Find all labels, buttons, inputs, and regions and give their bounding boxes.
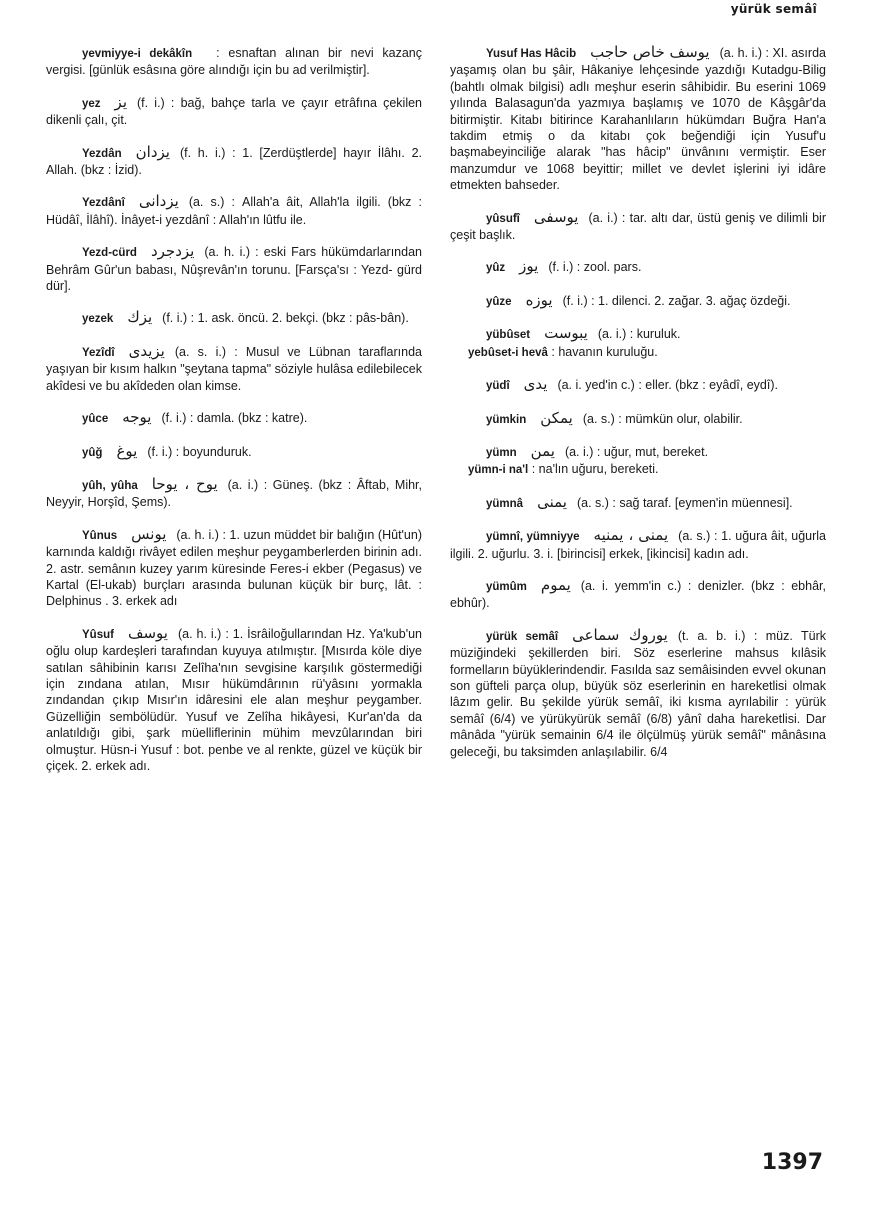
definition: (f. h. i.) : 1. [Zerdüştlerde] hayır İlâhı. 2. Allah. (bkz : İzid). <box>46 145 422 178</box>
dictionary-entry <box>46 343 422 394</box>
dictionary-entry <box>46 44 422 79</box>
dictionary-entry <box>450 627 826 760</box>
headword: yümnî, yümniyye <box>486 531 580 544</box>
headword: yümn <box>486 446 517 459</box>
arabic-script: يوزه <box>525 290 553 309</box>
dictionary-entry <box>46 94 422 129</box>
definition: (f. i.) : damla. (bkz : katre). <box>161 411 308 426</box>
headword: Yezd-cürd <box>82 247 137 260</box>
arabic-script: يونس <box>131 524 167 543</box>
headword: yübûset <box>486 329 531 342</box>
headword: yümnâ <box>486 497 524 510</box>
dictionary-entry <box>46 526 422 610</box>
dictionary-entry <box>450 325 826 361</box>
dictionary-entry <box>450 44 826 194</box>
definition: (a. i.) : uğur, mut, bereket. <box>564 444 709 459</box>
definition: (a. i. yed'in c.) : eller. (bkz : eyâdî, eydî). <box>557 378 778 393</box>
headword: yûce <box>82 413 109 426</box>
left-column <box>46 44 422 789</box>
dictionary-entry <box>46 243 422 294</box>
running-head: yürük semâî <box>730 2 817 16</box>
headword: Yûsuf <box>82 628 114 641</box>
definition: (a. i.) : tar. altı dar, üstü geniş ve dilimli bir çeşit başlık. <box>450 210 826 243</box>
arabic-script: يوسفى <box>533 207 579 226</box>
dictionary-entry <box>46 144 422 179</box>
definition: (f. i.) : 1. dilenci. 2. zağar. 3. ağaç özdeği. <box>562 293 791 308</box>
arabic-script: يزيدى <box>128 341 165 360</box>
arabic-script: يوح ، يوحا <box>151 474 218 493</box>
arabic-script: يزدجرد <box>150 242 195 261</box>
definition: (f. i.) : 1. ask. öncü. 2. bekçi. (bkz : pâs-bân). <box>162 311 409 326</box>
definition: (f. i.) : bağ, bahçe tarla ve çayır etrâfına çekilen dikenli çalı, çit. <box>46 95 422 128</box>
sub-definition: : havanın kuruluğu. <box>551 344 658 359</box>
arabic-script: يمكن <box>540 408 573 427</box>
headword: yûz <box>486 262 506 275</box>
definition: : esnaftan alınan bir nevi kazanç vergisi. [günlük esâsına göre alındığı için bu ad verilmiştir]. <box>46 46 422 78</box>
dictionary-entry <box>450 376 826 394</box>
dictionary-entry <box>46 193 422 228</box>
dictionary-entry <box>46 476 422 511</box>
arabic-script: يوسف خاص حاجب <box>590 43 710 61</box>
definition: (t. a. b. i.) : müz. Türk müziğindeki şekillerden biri. Söz eserlerine mahsus kılâsik formelların büyüklerindendir. Fasılda saz semâisinden evvel okunan son güfteli parça olup, büyük söz eserlerinin en hareketlisi olmak lâzım gelir. Bu şekilde yürük semâî, iki kısma ayrılabilir : yürük semâî (6/4) ve yürükyürük semâî (6/8) yânî daha hareketlisi. Dar mânâda "yürük semainin 6/4 ile ölçülmüş yürük semâî" mânâsına geleceği, bu taksimden anlaşılabilir. 6/4 <box>450 628 826 759</box>
definition: (a. s.) : 1. uğura âit, uğurla ilgili. 2. uğurlu. 3. i. [birincisi] erkek, [ikincisi] kadın adı. <box>450 529 827 561</box>
dictionary-entry <box>46 409 422 427</box>
definition: (a. h. i.) : 1. İsrâiloğullarından Hz. Ya'kub'un oğlu olup kardeşleri tarafından kuyuya atılmıştır. [Mısırda köle diye satılan sâhibinin karısı Zelîha'nın sevgisine karşılık göstermediği için zındana atılan, Mısır hükümdârının rü'yâsını yormakla zındandan çıkıp Mısır'ın idâresini ele alan meşhur peygamber. Güzelliğin sembölüdür. Yusuf ve Zelîha hikâyesi, Kur'an'da da anlatıldığı gibi, şark müelliflerinin mühim mevzûlarından biri olmuştur. Hüsn-i Yusuf : bot. penbe ve al renkte, güzel ve küçük bir çiçek. 2. erkek adı. <box>46 626 422 773</box>
definition: (a. s. i.) : Musul ve Lübnan taraflarında yaşıyan bir kısım halkın "şeytana tapma" söziyle hulâsa edilebilecek akîdesi ve bu akîdeden olan kimse. <box>46 344 422 393</box>
sub-entry <box>468 344 826 361</box>
dictionary-entry <box>450 410 826 428</box>
headword: yezek <box>82 313 114 326</box>
arabic-script: يوسف <box>127 623 168 642</box>
arabic-script: يوغ <box>116 441 138 460</box>
page-number: 1397 <box>761 1150 823 1175</box>
definition: (a. h. i.) : 1. uzun müddet bir balığın (Hût'un) karnında kaldığı rivâyet edilen meşhur peygamberlerden birinin adı. 2. astr. semânın kuzey yarım küresinde Feres-i ekber (Pegasus) ve Kartal (El-ukab) burçları arasında bulunan küçük bir burç, lât. : Delphinus . 3. erkek adı <box>46 527 422 609</box>
dictionary-entry <box>46 443 422 461</box>
headword: Yûnus <box>82 529 118 542</box>
arabic-script: يوروك سماعى <box>572 625 668 644</box>
dictionary-entry <box>450 209 826 244</box>
headword: yûze <box>486 295 512 308</box>
arabic-script: يز <box>114 92 127 111</box>
dictionary-entry <box>450 494 826 512</box>
arabic-script: يزدان <box>135 142 170 161</box>
arabic-script: يمن <box>530 441 555 460</box>
definition: (a. h. i.) : XI. asırda yaşamış olan bu şâir, Hâkaniye lehçesinde yazdığı Kutadgu-Bilig (bahtlı olmak bilgisi) adlı meşhur eserin sâhibidir. Bu eserini 1069 yılında Balasagun'da yazmıya başlamış ve 1070 de Kâşgâr'da bitirmiştir. Kitabı bitirince Karahanlıların hükümdarı Buğra Han'a takdim etmiş o da kitabı çok beğendiği için Yusuf'u başmabeyinciliğe alarak "has hâcip" ünvânını vermiştir. Eser manzumdur ve 1068 beyittir; millet ve devlet işlerini iyi idâre etmekten bahseder. <box>450 46 826 193</box>
dictionary-entry <box>450 443 826 479</box>
sub-definition: : na'lın uğuru, bereketi. <box>531 462 659 477</box>
headword: yümûm <box>486 580 527 593</box>
dictionary-entry <box>450 577 826 612</box>
arabic-script: يوجه <box>122 408 152 427</box>
arabic-script: يوز <box>519 257 539 276</box>
definition: (a. s.) : Allah'a âit, Allah'la ilgili. (bkz : Hüdâî, İlâhî). İnâyet-i yezdânî : Allah'ın lûtfu ile. <box>46 195 422 227</box>
arabic-script: يدى <box>523 375 548 394</box>
headword: yûh, yûha <box>82 479 138 492</box>
definition: (a. s.) : sağ taraf. [eymen'in müennesi]. <box>576 495 793 510</box>
headword: yürük semâî <box>486 630 559 643</box>
definition: (a. i. yemm'in c.) : denizler. (bkz : ebhâr, ebhûr). <box>450 578 826 611</box>
definition: (a. s.) : mümkün olur, olabilir. <box>582 411 743 426</box>
dictionary-entry <box>450 527 826 562</box>
dictionary-entry <box>450 292 826 310</box>
dictionary-entry <box>46 625 422 775</box>
headword: Yezîdî <box>82 346 115 359</box>
definition: (a. i.) : Güneş. (bkz : Âftab, Mihr, Neyyir, Horşîd, Şems). <box>46 477 422 510</box>
headword: yûsufî <box>486 212 520 225</box>
dictionary-entry <box>450 258 826 276</box>
sub-entry <box>468 461 826 478</box>
arabic-script: يزك <box>127 308 153 327</box>
definition: (a. i.) : kuruluk. <box>597 327 681 342</box>
headword: yüdî <box>486 380 510 393</box>
headword: yümkin <box>486 413 527 426</box>
arabic-script: يزدانى <box>138 192 179 211</box>
arabic-script: يمنى ، يمنيه <box>593 526 669 545</box>
headword: Yezdânî <box>82 197 125 210</box>
definition: (a. h. i.) : eski Fars hükümdarlarından Behrâm Gûr'un babası, Nûşrevân'ın torunu. [Farsça'sı : Yezd- gürd dür]. <box>46 245 422 294</box>
headword: yez <box>82 97 101 110</box>
headword: yevmiyye-i dekâkîn <box>82 48 193 60</box>
arabic-script: يبوست <box>544 324 588 343</box>
headword: Yezdân <box>82 147 122 160</box>
definition: (f. i.) : boyunduruk. <box>147 444 252 459</box>
arabic-script: يمنى <box>537 492 567 511</box>
dictionary-entry <box>46 309 422 327</box>
headword: Yusuf Has Hâcib <box>486 48 577 60</box>
sub-headword: yebûset-i hevâ <box>468 346 548 359</box>
right-column <box>450 44 826 775</box>
arabic-script: يموم <box>540 575 571 594</box>
sub-headword: yümn-i na'l <box>468 464 529 477</box>
definition: (f. i.) : zool. pars. <box>548 260 642 275</box>
headword: yûğ <box>82 446 103 459</box>
